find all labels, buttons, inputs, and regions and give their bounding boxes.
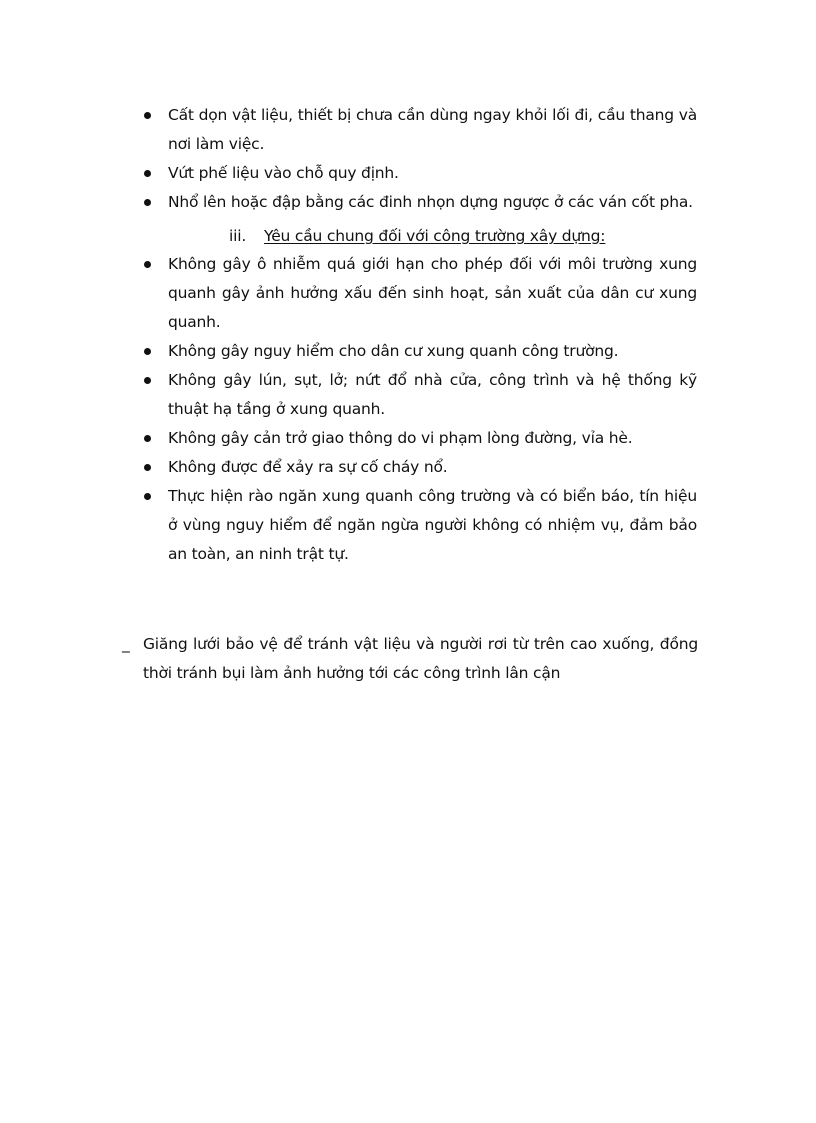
list-item [141, 366, 697, 424]
list-item [141, 424, 697, 453]
site-requirements-list [141, 250, 697, 569]
list-item [141, 482, 697, 569]
list-item-text: Không gây cản trở giao thông do vi phạm lòng đường, vỉa hè. [168, 429, 633, 447]
bullet-icon [144, 112, 151, 119]
list-item-text: Nhổ lên hoặc đập bằng các đinh nhọn dựng ngược ở các ván cốt pha. [168, 193, 693, 211]
list-item [141, 453, 697, 482]
list-item [141, 101, 697, 159]
section-number: iii. [229, 227, 247, 245]
bullet-icon [144, 261, 151, 268]
bullet-icon [144, 377, 151, 384]
list-item-text: Không gây nguy hiểm cho dân cư xung quanh công trường. [168, 342, 619, 360]
list-item-text: Thực hiện rào ngăn xung quanh công trường và có biển báo, tín hiệu ở vùng nguy hiểm để ngăn ngừa người không có nhiệm vụ, đảm bảo an toàn, an ninh trật tự. [168, 487, 697, 563]
paragraph-text: Giăng lưới bảo vệ để tránh vật liệu và người rơi từ trên cao xuống, đồng thời tránh bụi làm ảnh hưởng tới các công trình lân cận [143, 635, 698, 682]
list-item [141, 250, 697, 337]
list-item-text: Vứt phế liệu vào chỗ quy định. [168, 164, 399, 182]
dash-marker: _ [122, 635, 130, 653]
site-cleanup-list [141, 101, 697, 217]
list-item-text: Không gây lún, sụt, lở; nứt đổ nhà cửa, công trình và hệ thống kỹ thuật hạ tầng ở xung quanh. [168, 371, 697, 418]
bullet-icon [144, 348, 151, 355]
safety-net-paragraph [122, 630, 698, 688]
list-item [141, 159, 697, 188]
bullet-icon [144, 435, 151, 442]
section-heading [229, 222, 699, 251]
bullet-icon [144, 493, 151, 500]
list-item [141, 188, 697, 217]
bullet-icon [144, 464, 151, 471]
list-item [141, 337, 697, 366]
list-item-text: Không gây ô nhiễm quá giới hạn cho phép đối với môi trường xung quanh gây ảnh hưởng xấu đến sinh hoạt, sản xuất của dân cư xung quanh. [168, 255, 697, 331]
section-title: Yêu cầu chung đối với công trường xây dựng: [264, 227, 606, 245]
list-item-text: Cất dọn vật liệu, thiết bị chưa cần dùng ngay khỏi lối đi, cầu thang và nơi làm việc. [168, 106, 697, 153]
bullet-icon [144, 170, 151, 177]
bullet-icon [144, 199, 151, 206]
list-item-text: Không được để xảy ra sự cố cháy nổ. [168, 458, 448, 476]
